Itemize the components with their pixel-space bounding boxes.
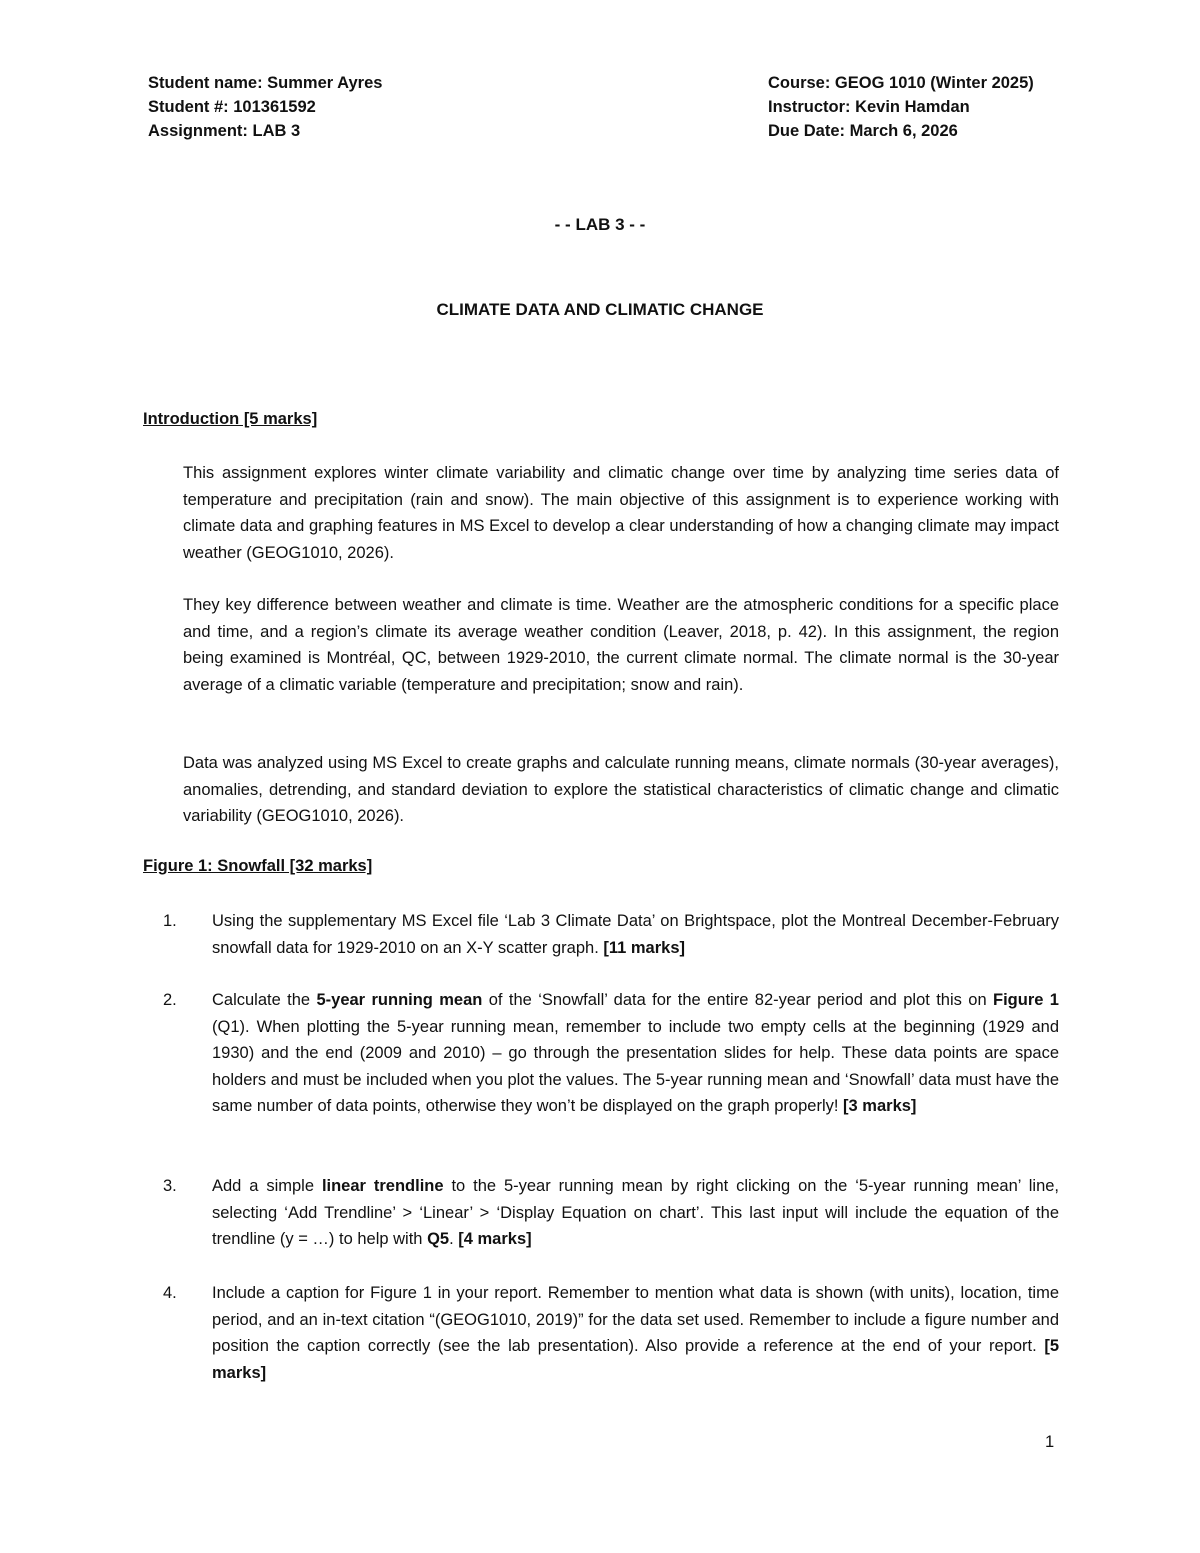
student-number: Student #: 101361592: [148, 98, 316, 116]
intro-paragraph-2: They key difference between weather and climate is time. Weather are the atmospheric conditions for a specific place and time, and a region’s climate its average weather condition (Leaver, 2018, p. 42). In this assignment, the region being examined is Montréal, QC, between 1929-2010, the current climate normal. The climate normal is the 30-year average of a climatic variable (temperature and precipitation; snow and rain).: [183, 596, 1059, 694]
question-text: Using the supplementary MS Excel file ‘Lab 3 Climate Data’ on Brightspace, plot the Montreal December-February snowfall data for 1929-2010 on an X-Y scatter graph. [11 marks]: [212, 912, 1059, 957]
header-left: [148, 71, 382, 143]
question-1: [163, 908, 1059, 961]
question-number: 2.: [163, 991, 177, 1009]
introduction-heading: Introduction [5 marks]: [143, 410, 318, 428]
question-2: [163, 987, 1059, 1120]
question-text: Include a caption for Figure 1 in your report. Remember to mention what data is shown (with units), location, time period, and an in-text citation “(GEOG1010, 2019)” for the data set used. Remember to include a figure number and position the caption correctly (see the lab presentation). Also provide a reference at the end of your report. [5 marks]: [212, 1284, 1059, 1382]
lab-title: - - LAB 3 - -: [554, 215, 646, 234]
student-name: Student name: Summer Ayres: [148, 74, 383, 92]
header-right: [768, 71, 1034, 143]
question-3: [163, 1173, 1059, 1253]
main-title: CLIMATE DATA AND CLIMATIC CHANGE: [436, 300, 764, 319]
figure1-heading: Figure 1: Snowfall [32 marks]: [143, 857, 373, 875]
due-date-label: Due Date: March 6, 2026: [768, 122, 958, 140]
assignment-label: Assignment: LAB 3: [148, 122, 301, 140]
question-number: 3.: [163, 1177, 177, 1195]
question-number: 4.: [163, 1284, 177, 1302]
course-label: Course: GEOG 1010 (Winter 2025): [768, 74, 1034, 92]
question-4: [163, 1280, 1059, 1386]
intro-paragraph-1: This assignment explores winter climate variability and climatic change over time by analyzing time series data of temperature and precipitation (rain and snow). The main objective of this assignment is to experience working with climate data and graphing features in MS Excel to develop a clear understanding of how a changing climate may impact weather (GEOG1010, 2026).: [183, 464, 1059, 562]
question-number: 1.: [163, 912, 177, 930]
instructor-label: Instructor: Kevin Hamdan: [768, 98, 970, 116]
intro-paragraph-3: Data was analyzed using MS Excel to create graphs and calculate running means, climate normals (30-year averages), anomalies, detrending, and standard deviation to explore the statistical characteristics of climatic change and climatic variability (GEOG1010, 2026).: [183, 754, 1059, 825]
question-text: Add a simple linear trendline to the 5-year running mean by right clicking on the ‘5-year running mean’ line, selecting ‘Add Trendline’ > ‘Linear’ > ‘Display Equation on chart’. This last input will include the equation of the trendline (y = …) to help with Q5. [4 marks]: [212, 1177, 1060, 1248]
question-text: Calculate the 5-year running mean of the ‘Snowfall’ data for the entire 82-year period and plot this on Figure 1 (Q1). When plotting the 5-year running mean, remember to include two empty cells at the beginning (1929 and 1930) and the end (2009 and 2010) – go through the presentation slides for help. These data points are space holders and must be included when you plot the values. The 5-year running mean and ‘Snowfall’ data must have the same number of data points, otherwise they won’t be displayed on the graph properly! [3 marks]: [212, 991, 1059, 1115]
page-number: 1: [1045, 1433, 1055, 1451]
